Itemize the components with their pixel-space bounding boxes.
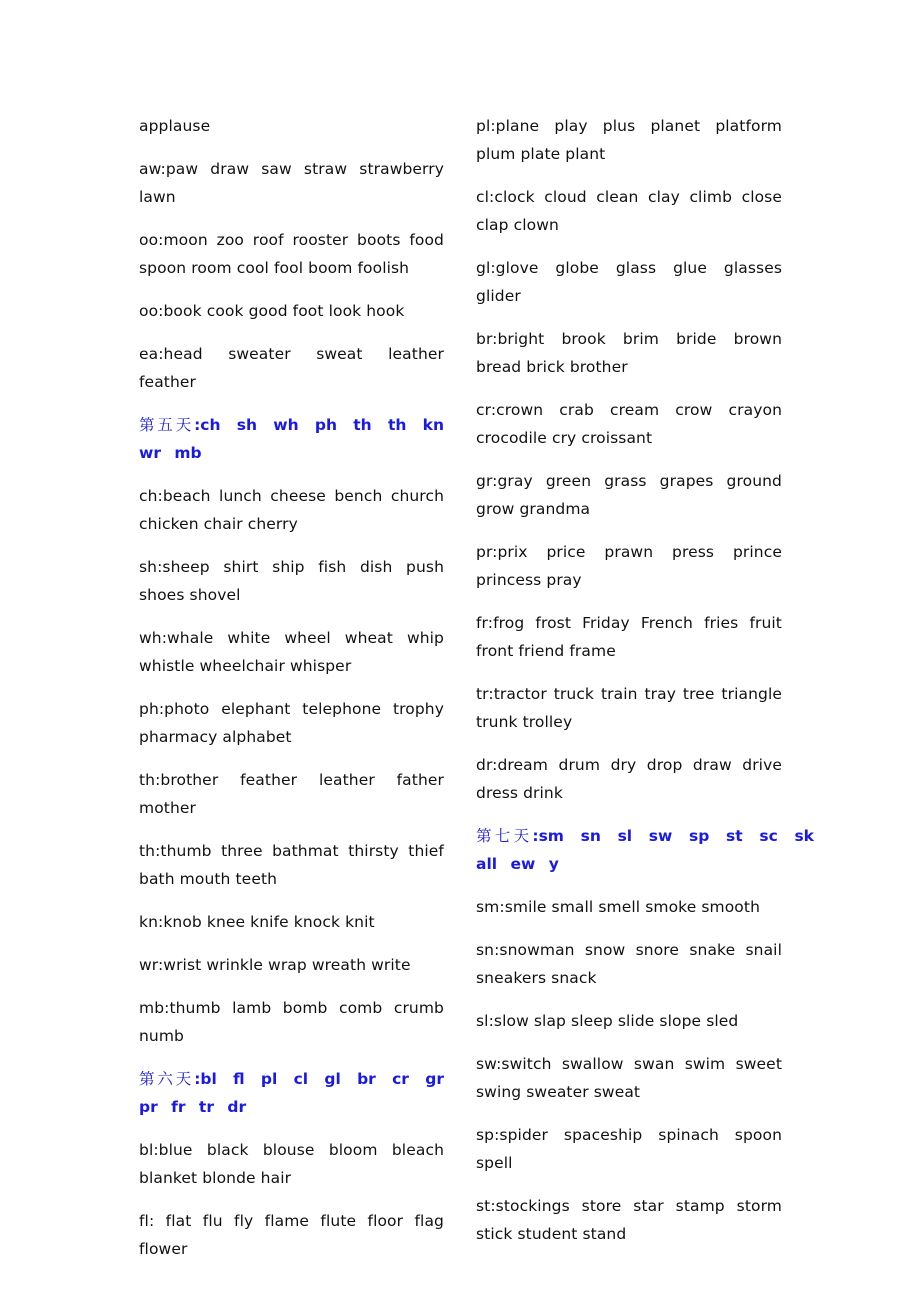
paragraph: ch:beach lunch cheese bench church chicken chair cherry bbox=[139, 487, 444, 533]
section-heading-day7 bbox=[476, 822, 814, 878]
paragraph: br:bright brook brim bride brown bread brick brother bbox=[476, 330, 782, 376]
heading-chinese: 第七天 bbox=[476, 827, 533, 845]
heading-chinese: 第六天 bbox=[139, 1070, 195, 1088]
left-column bbox=[139, 112, 444, 1278]
paragraph: sp:spider spaceship spinach spoon spell bbox=[476, 1126, 782, 1172]
right-column bbox=[476, 112, 814, 1263]
paragraph: cr:crown crab cream crow crayon crocodile cry croissant bbox=[476, 401, 782, 447]
paragraph: sn:snowman snow snore snake snail sneakers snack bbox=[476, 941, 782, 987]
paragraph: fl: flat flu fly flame flute floor flag flower bbox=[139, 1212, 444, 1258]
paragraph: st:stockings store star stamp storm stick student stand bbox=[476, 1197, 782, 1243]
paragraph: sh:sheep shirt ship fish dish push shoes shovel bbox=[139, 558, 444, 604]
paragraph: wr:wrist wrinkle wrap wreath write bbox=[139, 956, 411, 974]
paragraph: tr:tractor truck train tray tree triangle trunk trolley bbox=[476, 685, 782, 731]
paragraph: fr:frog frost Friday French fries fruit front friend frame bbox=[476, 614, 782, 660]
paragraph: aw:paw draw saw straw strawberry lawn bbox=[139, 160, 444, 206]
paragraph: ea:head sweater sweat leather feather bbox=[139, 345, 444, 391]
paragraph: ph:photo elephant telephone trophy pharmacy alphabet bbox=[139, 700, 444, 746]
paragraph: th:brother feather leather father mother bbox=[139, 771, 444, 817]
heading-blends: :ch sh wh ph th th kn wr mb bbox=[139, 416, 444, 462]
paragraph: gr:gray green grass grapes ground grow grandma bbox=[476, 472, 782, 518]
paragraph: sw:switch swallow swan swim sweet swing sweater sweat bbox=[476, 1055, 782, 1101]
paragraph: th:thumb three bathmat thirsty thief bath mouth teeth bbox=[139, 842, 444, 888]
paragraph: oo:moon zoo roof rooster boots food spoon room cool fool boom foolish bbox=[139, 231, 444, 277]
paragraph: oo:book cook good foot look hook bbox=[139, 302, 405, 320]
paragraph: kn:knob knee knife knock knit bbox=[139, 913, 375, 931]
paragraph: sl:slow slap sleep slide slope sled bbox=[476, 1012, 739, 1030]
section-heading-day6 bbox=[139, 1065, 444, 1121]
paragraph: cl:clock cloud clean clay climb close clap clown bbox=[476, 188, 782, 234]
paragraph: applause bbox=[139, 117, 211, 135]
paragraph: wh:whale white wheel wheat whip whistle wheelchair whisper bbox=[139, 629, 444, 675]
heading-blends: :bl fl pl cl gl br cr gr pr fr tr dr bbox=[139, 1070, 444, 1116]
paragraph: mb:thumb lamb bomb comb crumb numb bbox=[139, 999, 444, 1045]
paragraph: pr:prix price prawn press prince princess pray bbox=[476, 543, 782, 589]
paragraph: gl:glove globe glass glue glasses glider bbox=[476, 259, 782, 305]
paragraph: dr:dream drum dry drop draw drive dress drink bbox=[476, 756, 782, 802]
paragraph: pl:plane play plus planet platform plum plate plant bbox=[476, 117, 782, 163]
heading-chinese: 第五天 bbox=[139, 416, 195, 434]
paragraph: sm:smile small smell smoke smooth bbox=[476, 898, 760, 916]
paragraph: bl:blue black blouse bloom bleach blanket blonde hair bbox=[139, 1141, 444, 1187]
section-heading-day5 bbox=[139, 411, 444, 467]
heading-blends: :sm sn sl sw sp st sc sk all ew y bbox=[476, 827, 814, 873]
